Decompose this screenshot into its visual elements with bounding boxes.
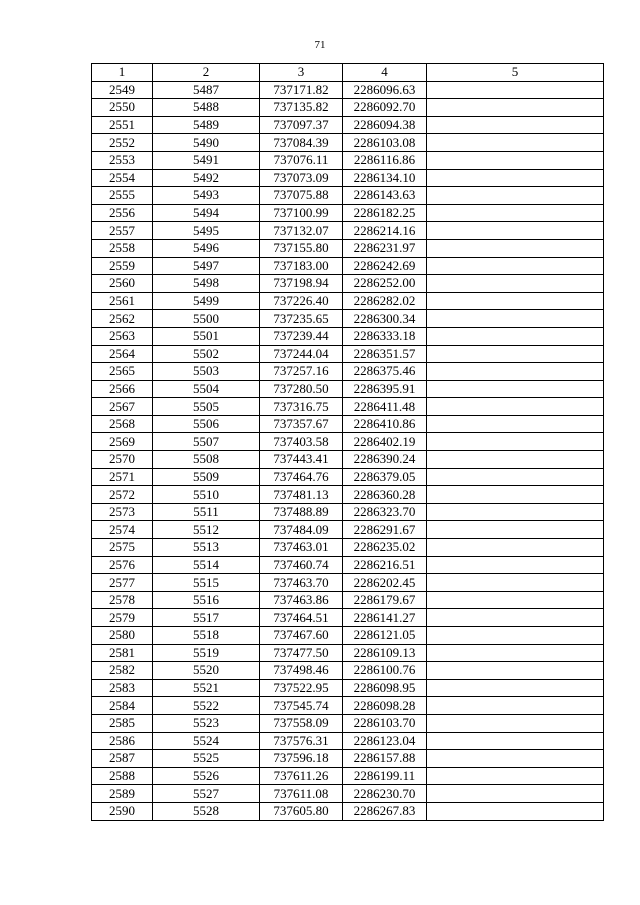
note-cell bbox=[427, 679, 604, 697]
header-cell-col2: 2 bbox=[153, 64, 260, 82]
point-number-cell: 5487 bbox=[153, 81, 260, 99]
note-cell bbox=[427, 169, 604, 187]
table-row bbox=[92, 151, 604, 169]
row-number-cell: 2567 bbox=[92, 398, 153, 416]
x-coordinate-cell: 737257.16 bbox=[260, 363, 343, 381]
row-number-cell: 2575 bbox=[92, 539, 153, 557]
y-coordinate-cell: 2286282.02 bbox=[343, 292, 427, 310]
table-row bbox=[92, 415, 604, 433]
row-number-cell: 2579 bbox=[92, 609, 153, 627]
note-cell bbox=[427, 574, 604, 592]
note-cell bbox=[427, 81, 604, 99]
point-number-cell: 5502 bbox=[153, 345, 260, 363]
x-coordinate-cell: 737084.39 bbox=[260, 134, 343, 152]
note-cell bbox=[427, 750, 604, 768]
note-cell bbox=[427, 222, 604, 240]
point-number-cell: 5526 bbox=[153, 767, 260, 785]
table-row bbox=[92, 591, 604, 609]
row-number-cell: 2587 bbox=[92, 750, 153, 768]
x-coordinate-cell: 737097.37 bbox=[260, 116, 343, 134]
x-coordinate-cell: 737076.11 bbox=[260, 151, 343, 169]
y-coordinate-cell: 2286134.10 bbox=[343, 169, 427, 187]
y-coordinate-cell: 2286242.69 bbox=[343, 257, 427, 275]
row-number-cell: 2565 bbox=[92, 363, 153, 381]
note-cell bbox=[427, 662, 604, 680]
y-coordinate-cell: 2286121.05 bbox=[343, 627, 427, 645]
y-coordinate-cell: 2286179.67 bbox=[343, 591, 427, 609]
point-number-cell: 5511 bbox=[153, 503, 260, 521]
table-row bbox=[92, 486, 604, 504]
table-row bbox=[92, 451, 604, 469]
y-coordinate-cell: 2286300.34 bbox=[343, 310, 427, 328]
note-cell bbox=[427, 627, 604, 645]
y-coordinate-cell: 2286202.45 bbox=[343, 574, 427, 592]
table-row bbox=[92, 714, 604, 732]
table-row bbox=[92, 222, 604, 240]
note-cell bbox=[427, 99, 604, 117]
table-row bbox=[92, 257, 604, 275]
x-coordinate-cell: 737235.65 bbox=[260, 310, 343, 328]
table-row bbox=[92, 627, 604, 645]
note-cell bbox=[427, 327, 604, 345]
point-number-cell: 5494 bbox=[153, 204, 260, 222]
note-cell bbox=[427, 310, 604, 328]
row-number-cell: 2563 bbox=[92, 327, 153, 345]
point-number-cell: 5512 bbox=[153, 521, 260, 539]
point-number-cell: 5517 bbox=[153, 609, 260, 627]
point-number-cell: 5518 bbox=[153, 627, 260, 645]
x-coordinate-cell: 737596.18 bbox=[260, 750, 343, 768]
y-coordinate-cell: 2286291.67 bbox=[343, 521, 427, 539]
x-coordinate-cell: 737605.80 bbox=[260, 802, 343, 820]
x-coordinate-cell: 737545.74 bbox=[260, 697, 343, 715]
y-coordinate-cell: 2286252.00 bbox=[343, 275, 427, 293]
coordinates-table bbox=[91, 63, 604, 821]
row-number-cell: 2589 bbox=[92, 785, 153, 803]
row-number-cell: 2557 bbox=[92, 222, 153, 240]
row-number-cell: 2558 bbox=[92, 239, 153, 257]
row-number-cell: 2562 bbox=[92, 310, 153, 328]
point-number-cell: 5513 bbox=[153, 539, 260, 557]
table-header bbox=[92, 64, 604, 82]
row-number-cell: 2550 bbox=[92, 99, 153, 117]
point-number-cell: 5493 bbox=[153, 187, 260, 205]
note-cell bbox=[427, 363, 604, 381]
table-row bbox=[92, 327, 604, 345]
point-number-cell: 5510 bbox=[153, 486, 260, 504]
note-cell bbox=[427, 503, 604, 521]
row-number-cell: 2561 bbox=[92, 292, 153, 310]
x-coordinate-cell: 737280.50 bbox=[260, 380, 343, 398]
note-cell bbox=[427, 644, 604, 662]
table-row bbox=[92, 697, 604, 715]
table-row bbox=[92, 662, 604, 680]
point-number-cell: 5515 bbox=[153, 574, 260, 592]
table-row bbox=[92, 679, 604, 697]
table-row bbox=[92, 609, 604, 627]
y-coordinate-cell: 2286395.91 bbox=[343, 380, 427, 398]
y-coordinate-cell: 2286379.05 bbox=[343, 468, 427, 486]
row-number-cell: 2572 bbox=[92, 486, 153, 504]
y-coordinate-cell: 2286323.70 bbox=[343, 503, 427, 521]
row-number-cell: 2570 bbox=[92, 451, 153, 469]
row-number-cell: 2585 bbox=[92, 714, 153, 732]
row-number-cell: 2559 bbox=[92, 257, 153, 275]
note-cell bbox=[427, 732, 604, 750]
note-cell bbox=[427, 785, 604, 803]
x-coordinate-cell: 737198.94 bbox=[260, 275, 343, 293]
point-number-cell: 5503 bbox=[153, 363, 260, 381]
x-coordinate-cell: 737498.46 bbox=[260, 662, 343, 680]
y-coordinate-cell: 2286360.28 bbox=[343, 486, 427, 504]
note-cell bbox=[427, 292, 604, 310]
table-row bbox=[92, 239, 604, 257]
note-cell bbox=[427, 556, 604, 574]
y-coordinate-cell: 2286182.25 bbox=[343, 204, 427, 222]
x-coordinate-cell: 737316.75 bbox=[260, 398, 343, 416]
x-coordinate-cell: 737132.07 bbox=[260, 222, 343, 240]
note-cell bbox=[427, 257, 604, 275]
y-coordinate-cell: 2286410.86 bbox=[343, 415, 427, 433]
table-row bbox=[92, 275, 604, 293]
row-number-cell: 2583 bbox=[92, 679, 153, 697]
note-cell bbox=[427, 345, 604, 363]
note-cell bbox=[427, 134, 604, 152]
table-row bbox=[92, 99, 604, 117]
point-number-cell: 5508 bbox=[153, 451, 260, 469]
x-coordinate-cell: 737075.88 bbox=[260, 187, 343, 205]
point-number-cell: 5519 bbox=[153, 644, 260, 662]
table-row bbox=[92, 556, 604, 574]
y-coordinate-cell: 2286103.08 bbox=[343, 134, 427, 152]
table-row bbox=[92, 732, 604, 750]
table-row bbox=[92, 204, 604, 222]
x-coordinate-cell: 737576.31 bbox=[260, 732, 343, 750]
table-row bbox=[92, 767, 604, 785]
point-number-cell: 5500 bbox=[153, 310, 260, 328]
y-coordinate-cell: 2286092.70 bbox=[343, 99, 427, 117]
point-number-cell: 5492 bbox=[153, 169, 260, 187]
x-coordinate-cell: 737155.80 bbox=[260, 239, 343, 257]
header-row bbox=[92, 64, 604, 82]
x-coordinate-cell: 737477.50 bbox=[260, 644, 343, 662]
y-coordinate-cell: 2286094.38 bbox=[343, 116, 427, 134]
note-cell bbox=[427, 767, 604, 785]
point-number-cell: 5498 bbox=[153, 275, 260, 293]
y-coordinate-cell: 2286390.24 bbox=[343, 451, 427, 469]
x-coordinate-cell: 737522.95 bbox=[260, 679, 343, 697]
point-number-cell: 5496 bbox=[153, 239, 260, 257]
y-coordinate-cell: 2286411.48 bbox=[343, 398, 427, 416]
row-number-cell: 2569 bbox=[92, 433, 153, 451]
y-coordinate-cell: 2286100.76 bbox=[343, 662, 427, 680]
table-row bbox=[92, 785, 604, 803]
x-coordinate-cell: 737464.51 bbox=[260, 609, 343, 627]
table-row bbox=[92, 310, 604, 328]
row-number-cell: 2552 bbox=[92, 134, 153, 152]
row-number-cell: 2549 bbox=[92, 81, 153, 99]
table-row bbox=[92, 750, 604, 768]
note-cell bbox=[427, 451, 604, 469]
point-number-cell: 5505 bbox=[153, 398, 260, 416]
row-number-cell: 2553 bbox=[92, 151, 153, 169]
row-number-cell: 2554 bbox=[92, 169, 153, 187]
note-cell bbox=[427, 521, 604, 539]
x-coordinate-cell: 737558.09 bbox=[260, 714, 343, 732]
table-row bbox=[92, 116, 604, 134]
point-number-cell: 5488 bbox=[153, 99, 260, 117]
note-cell bbox=[427, 591, 604, 609]
header-cell-col1: 1 bbox=[92, 64, 153, 82]
point-number-cell: 5497 bbox=[153, 257, 260, 275]
row-number-cell: 2590 bbox=[92, 802, 153, 820]
point-number-cell: 5525 bbox=[153, 750, 260, 768]
y-coordinate-cell: 2286235.02 bbox=[343, 539, 427, 557]
point-number-cell: 5489 bbox=[153, 116, 260, 134]
row-number-cell: 2577 bbox=[92, 574, 153, 592]
row-number-cell: 2568 bbox=[92, 415, 153, 433]
x-coordinate-cell: 737100.99 bbox=[260, 204, 343, 222]
x-coordinate-cell: 737467.60 bbox=[260, 627, 343, 645]
table-row bbox=[92, 81, 604, 99]
x-coordinate-cell: 737135.82 bbox=[260, 99, 343, 117]
row-number-cell: 2581 bbox=[92, 644, 153, 662]
y-coordinate-cell: 2286141.27 bbox=[343, 609, 427, 627]
header-cell-col5: 5 bbox=[427, 64, 604, 82]
y-coordinate-cell: 2286375.46 bbox=[343, 363, 427, 381]
note-cell bbox=[427, 609, 604, 627]
table-row bbox=[92, 134, 604, 152]
note-cell bbox=[427, 433, 604, 451]
point-number-cell: 5501 bbox=[153, 327, 260, 345]
page-number: 71 bbox=[314, 39, 326, 51]
row-number-cell: 2584 bbox=[92, 697, 153, 715]
table-row bbox=[92, 169, 604, 187]
x-coordinate-cell: 737464.76 bbox=[260, 468, 343, 486]
point-number-cell: 5528 bbox=[153, 802, 260, 820]
table-body bbox=[92, 81, 604, 820]
y-coordinate-cell: 2286214.16 bbox=[343, 222, 427, 240]
point-number-cell: 5524 bbox=[153, 732, 260, 750]
y-coordinate-cell: 2286216.51 bbox=[343, 556, 427, 574]
y-coordinate-cell: 2286098.28 bbox=[343, 697, 427, 715]
row-number-cell: 2560 bbox=[92, 275, 153, 293]
x-coordinate-cell: 737463.70 bbox=[260, 574, 343, 592]
note-cell bbox=[427, 802, 604, 820]
y-coordinate-cell: 2286402.19 bbox=[343, 433, 427, 451]
x-coordinate-cell: 737226.40 bbox=[260, 292, 343, 310]
note-cell bbox=[427, 486, 604, 504]
point-number-cell: 5523 bbox=[153, 714, 260, 732]
note-cell bbox=[427, 275, 604, 293]
point-number-cell: 5490 bbox=[153, 134, 260, 152]
y-coordinate-cell: 2286109.13 bbox=[343, 644, 427, 662]
table-row bbox=[92, 539, 604, 557]
note-cell bbox=[427, 239, 604, 257]
y-coordinate-cell: 2286351.57 bbox=[343, 345, 427, 363]
header-cell-col3: 3 bbox=[260, 64, 343, 82]
note-cell bbox=[427, 187, 604, 205]
point-number-cell: 5491 bbox=[153, 151, 260, 169]
note-cell bbox=[427, 415, 604, 433]
row-number-cell: 2588 bbox=[92, 767, 153, 785]
header-cell-col4: 4 bbox=[343, 64, 427, 82]
point-number-cell: 5516 bbox=[153, 591, 260, 609]
row-number-cell: 2578 bbox=[92, 591, 153, 609]
row-number-cell: 2551 bbox=[92, 116, 153, 134]
point-number-cell: 5521 bbox=[153, 679, 260, 697]
x-coordinate-cell: 737463.86 bbox=[260, 591, 343, 609]
y-coordinate-cell: 2286096.63 bbox=[343, 81, 427, 99]
x-coordinate-cell: 737484.09 bbox=[260, 521, 343, 539]
y-coordinate-cell: 2286231.97 bbox=[343, 239, 427, 257]
point-number-cell: 5504 bbox=[153, 380, 260, 398]
row-number-cell: 2556 bbox=[92, 204, 153, 222]
row-number-cell: 2571 bbox=[92, 468, 153, 486]
y-coordinate-cell: 2286267.83 bbox=[343, 802, 427, 820]
note-cell bbox=[427, 380, 604, 398]
note-cell bbox=[427, 714, 604, 732]
y-coordinate-cell: 2286230.70 bbox=[343, 785, 427, 803]
y-coordinate-cell: 2286116.86 bbox=[343, 151, 427, 169]
row-number-cell: 2574 bbox=[92, 521, 153, 539]
x-coordinate-cell: 737443.41 bbox=[260, 451, 343, 469]
y-coordinate-cell: 2286143.63 bbox=[343, 187, 427, 205]
note-cell bbox=[427, 468, 604, 486]
table-row bbox=[92, 380, 604, 398]
table-row bbox=[92, 187, 604, 205]
note-cell bbox=[427, 204, 604, 222]
note-cell bbox=[427, 539, 604, 557]
point-number-cell: 5509 bbox=[153, 468, 260, 486]
x-coordinate-cell: 737403.58 bbox=[260, 433, 343, 451]
note-cell bbox=[427, 398, 604, 416]
point-number-cell: 5495 bbox=[153, 222, 260, 240]
x-coordinate-cell: 737460.74 bbox=[260, 556, 343, 574]
row-number-cell: 2586 bbox=[92, 732, 153, 750]
table-row bbox=[92, 468, 604, 486]
note-cell bbox=[427, 151, 604, 169]
table-row bbox=[92, 521, 604, 539]
point-number-cell: 5514 bbox=[153, 556, 260, 574]
row-number-cell: 2576 bbox=[92, 556, 153, 574]
table-row bbox=[92, 345, 604, 363]
row-number-cell: 2580 bbox=[92, 627, 153, 645]
x-coordinate-cell: 737073.09 bbox=[260, 169, 343, 187]
y-coordinate-cell: 2286157.88 bbox=[343, 750, 427, 768]
x-coordinate-cell: 737488.89 bbox=[260, 503, 343, 521]
x-coordinate-cell: 737239.44 bbox=[260, 327, 343, 345]
table-row bbox=[92, 802, 604, 820]
point-number-cell: 5522 bbox=[153, 697, 260, 715]
point-number-cell: 5527 bbox=[153, 785, 260, 803]
x-coordinate-cell: 737357.67 bbox=[260, 415, 343, 433]
point-number-cell: 5507 bbox=[153, 433, 260, 451]
x-coordinate-cell: 737171.82 bbox=[260, 81, 343, 99]
row-number-cell: 2582 bbox=[92, 662, 153, 680]
y-coordinate-cell: 2286333.18 bbox=[343, 327, 427, 345]
x-coordinate-cell: 737481.13 bbox=[260, 486, 343, 504]
table-row bbox=[92, 644, 604, 662]
row-number-cell: 2566 bbox=[92, 380, 153, 398]
point-number-cell: 5499 bbox=[153, 292, 260, 310]
y-coordinate-cell: 2286098.95 bbox=[343, 679, 427, 697]
table-row bbox=[92, 292, 604, 310]
y-coordinate-cell: 2286123.04 bbox=[343, 732, 427, 750]
x-coordinate-cell: 737244.04 bbox=[260, 345, 343, 363]
table-row bbox=[92, 398, 604, 416]
note-cell bbox=[427, 116, 604, 134]
row-number-cell: 2564 bbox=[92, 345, 153, 363]
table-row bbox=[92, 574, 604, 592]
note-cell bbox=[427, 697, 604, 715]
row-number-cell: 2573 bbox=[92, 503, 153, 521]
x-coordinate-cell: 737183.00 bbox=[260, 257, 343, 275]
table-row bbox=[92, 363, 604, 381]
row-number-cell: 2555 bbox=[92, 187, 153, 205]
y-coordinate-cell: 2286103.70 bbox=[343, 714, 427, 732]
point-number-cell: 5506 bbox=[153, 415, 260, 433]
table-row bbox=[92, 503, 604, 521]
x-coordinate-cell: 737463.01 bbox=[260, 539, 343, 557]
point-number-cell: 5520 bbox=[153, 662, 260, 680]
x-coordinate-cell: 737611.26 bbox=[260, 767, 343, 785]
table-row bbox=[92, 433, 604, 451]
y-coordinate-cell: 2286199.11 bbox=[343, 767, 427, 785]
x-coordinate-cell: 737611.08 bbox=[260, 785, 343, 803]
